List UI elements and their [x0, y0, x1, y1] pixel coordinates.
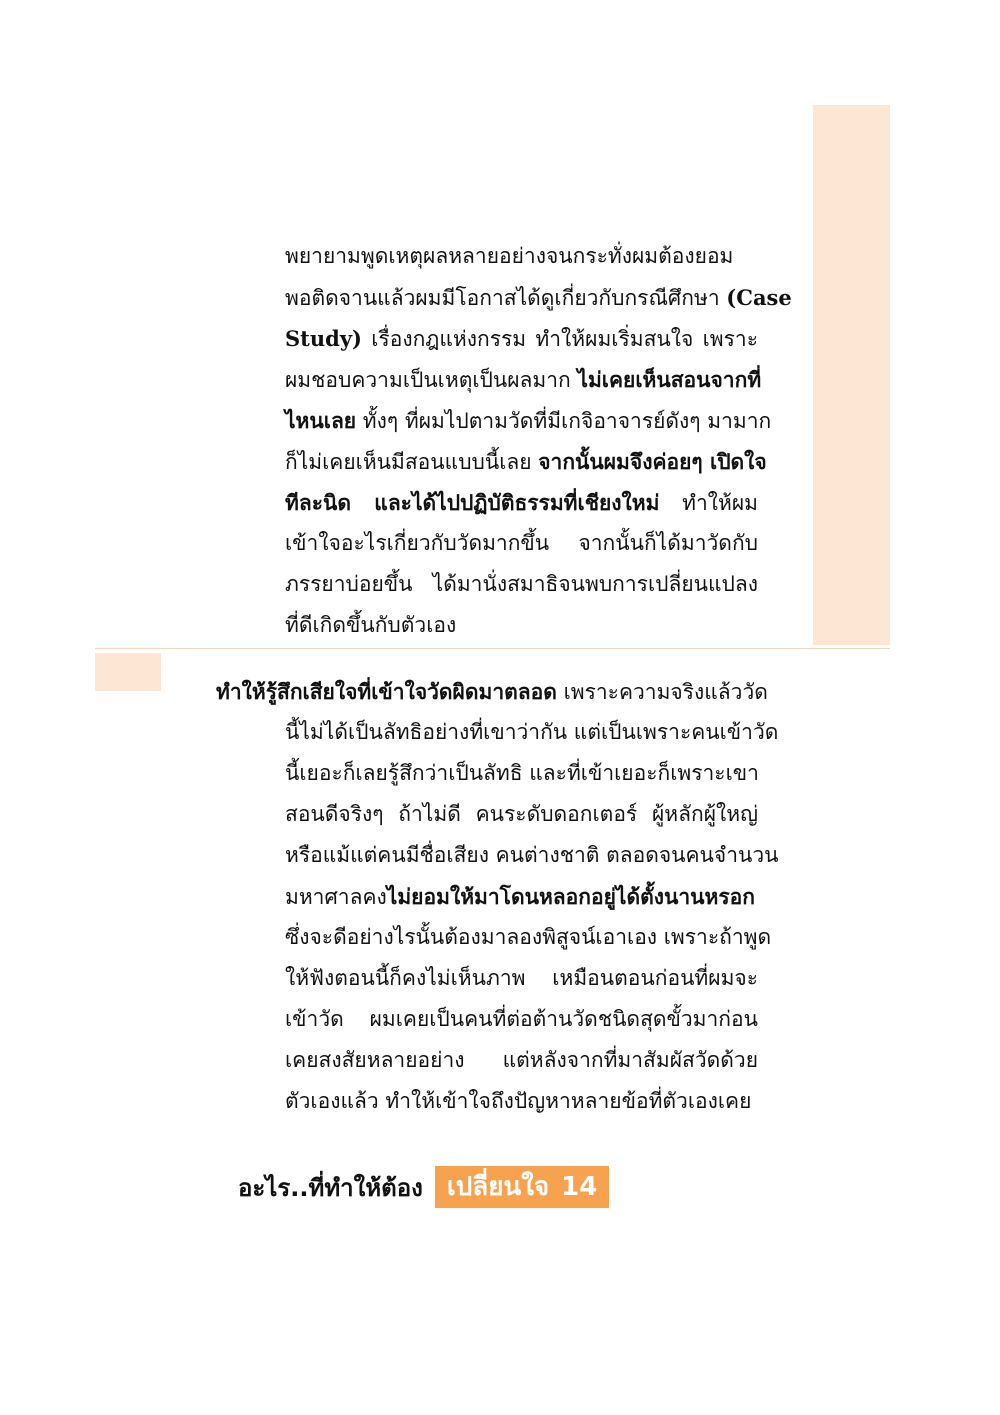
book-title: อะไร..ที่ทำให้ต้อง: [238, 1173, 423, 1202]
text: เรื่องกฎแห่งกรรม ทำให้ผมเริ่มสนใจ เพราะ: [361, 327, 758, 351]
text-line: [216, 671, 768, 712]
text: มหาศาลคง: [285, 885, 387, 909]
footer-highlight-box: [435, 1166, 609, 1208]
text-line: [216, 999, 758, 1040]
bold-text: (Case: [726, 285, 792, 310]
text: พอติดจานแล้วผมมีโอกาสได้ดูเกี่ยวกับกรณีศึกษา: [285, 286, 727, 310]
text-line: [285, 318, 758, 359]
text: ที่ดีเกิดขึ้นกับตัวเอง: [285, 613, 457, 637]
paragraph-1: [285, 236, 792, 646]
book-title-highlight: เปลี่ยนใจ: [446, 1172, 550, 1202]
text: สอนดีจริงๆ ถ้าไม่ดี คนระดับดอกเตอร์ ผู้หลักผู้ใหญ่: [285, 802, 758, 826]
text: นี้ไม่ได้เป็นลัทธิอย่างที่เขาว่ากัน แต่เป็นเพราะคนเข้าวัด: [285, 720, 779, 744]
text-line: [216, 794, 758, 835]
text: พยายามพูดเหตุผลหลายอย่างจนกระทั่งผมต้องยอม: [285, 244, 734, 268]
text-line: [285, 441, 767, 482]
text: ทำให้ผม: [659, 491, 758, 515]
bold-text: ทีละนิด และได้ไปปฏิบัติธรรมที่เชียงใหม่: [285, 490, 660, 515]
text: ก็ไม่เคยเห็นมีสอนแบบนี้เลย: [285, 450, 539, 474]
text-line: [285, 400, 772, 441]
page-number: 14: [561, 1172, 598, 1202]
text-line: [285, 605, 758, 646]
text-line: [285, 359, 762, 400]
text: ให้ฟังตอนนี้ก็คงไม่เห็นภาพ เหมือนตอนก่อนที่ผมจะ: [285, 966, 758, 990]
text-line: [285, 236, 758, 277]
text: เข้าใจอะไรเกี่ยวกับวัดมากขึ้น จากนั้นก็ได้มาวัดกับ: [285, 531, 758, 555]
page-footer: [238, 1166, 609, 1208]
text-line: [216, 958, 758, 999]
text-line: [216, 876, 758, 917]
bold-text: ไหนเลย: [285, 408, 357, 433]
text: ผมชอบความเป็นเหตุเป็นผลมาก: [285, 368, 578, 392]
bold-text: ทำให้รู้สึกเสียใจที่เข้าใจวัดผิดมาตลอด: [216, 679, 557, 704]
bold-text: จากนั้นผมจึงค่อยๆ เปิดใจ: [538, 449, 767, 474]
text: ทั้งๆ ที่ผมไปตามวัดที่มีเกจิอาจารย์ดังๆ มามาก: [356, 409, 772, 433]
text-line: [216, 917, 772, 958]
text-line: [216, 1040, 758, 1081]
text: ภรรยาบ่อยขึ้น ได้มานั่งสมาธิจนพบการเปลี่ยนแปลง: [285, 572, 758, 596]
bold-text: ไม่ยอมให้มาโดนหลอกอยู่ได้ตั้งนานหรอก: [386, 884, 755, 909]
text: หรือแม้แต่คนมีชื่อเสียง คนต่างชาติ ตลอดจนคนจำนวน: [285, 843, 779, 867]
bold-text: Study): [285, 326, 362, 351]
text: เคยสงสัยหลายอย่าง แต่หลังจากที่มาสัมผัสวัดด้วย: [285, 1048, 758, 1072]
text-line: [285, 523, 758, 564]
text-line: [285, 564, 758, 605]
text: ซึ่งจะดีอย่างไรนั้นต้องมาลองพิสูจน์เอาเอง เพราะถ้าพูด: [285, 925, 772, 949]
bold-text: ไม่เคยเห็นสอนจากที่: [577, 367, 762, 392]
page-edge-tab-left: [95, 653, 161, 691]
text-line: [216, 1081, 758, 1122]
text-line: [216, 712, 779, 753]
text: เข้าวัด ผมเคยเป็นคนที่ต่อต้านวัดชนิดสุดขั้วมาก่อน: [285, 1007, 758, 1031]
page-edge-tab-right: [813, 105, 890, 645]
text-line: [285, 277, 792, 318]
divider-line: [95, 648, 890, 649]
text: ตัวเองแล้ว ทำให้เข้าใจถึงปัญหาหลายข้อที่ตัวเองเคย: [285, 1089, 752, 1113]
paragraph-2: [216, 671, 779, 1122]
text: เพราะความจริงแล้ววัด: [556, 680, 768, 704]
text-line: [285, 482, 758, 523]
text-line: [216, 835, 779, 876]
text: นี้เยอะก็เลยรู้สึกว่าเป็นลัทธิ และที่เข้าเยอะก็เพราะเขา: [285, 761, 759, 785]
text-line: [216, 753, 758, 794]
